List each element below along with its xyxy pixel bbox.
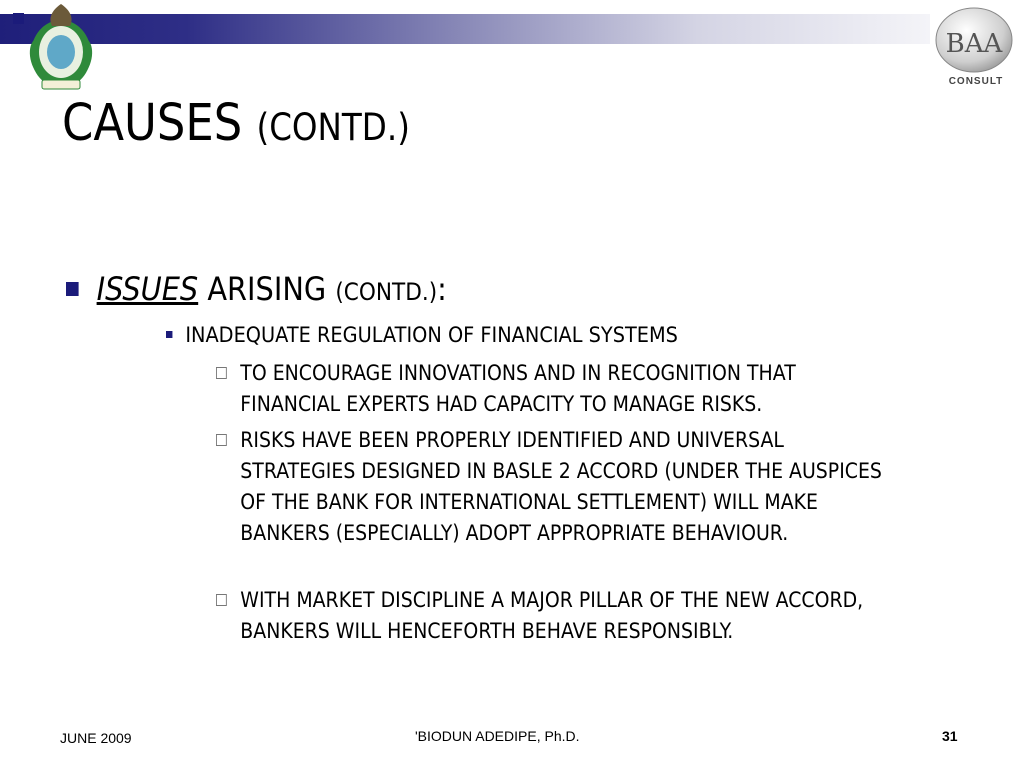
footer-date: JUNE 2009 bbox=[60, 730, 132, 746]
issues-emphasis: ISSUES bbox=[96, 270, 199, 308]
consult-text: CONSULT bbox=[948, 76, 1004, 87]
bullet-level1 bbox=[66, 272, 447, 307]
colon: : bbox=[437, 270, 447, 308]
bullet-level3 bbox=[216, 585, 900, 647]
footer-author: 'BIODUN ADEDIPE, Ph.D. bbox=[415, 728, 580, 744]
square-bullet-icon bbox=[66, 282, 79, 296]
baa-consult-logo bbox=[932, 6, 1016, 88]
level3-text: WITH MARKET DISCIPLINE A MAJOR PILLAR OF THE NEW ACCORD, BANKERS WILL HENCEFORTH BEHAVE RESPONSIBLY. bbox=[240, 588, 864, 643]
hollow-box-bullet-icon bbox=[216, 434, 227, 446]
arising-text: ARISING bbox=[207, 270, 327, 308]
bullet-level3 bbox=[216, 358, 900, 420]
level3-text: RISKS HAVE BEEN PROPERLY IDENTIFIED AND UNIVERSAL STRATEGIES DESIGNED IN BASLE 2 ACCORD (UNDER THE AUSPICES OF THE BANK FOR INTERNATIONAL SETTLEMENT) WILL MAKE BANKERS (ESPECIALLY) ADOPT APPROPRIATE BEHAVIOUR. bbox=[240, 428, 882, 545]
hollow-box-bullet-icon bbox=[216, 594, 227, 606]
baa-letters: BAA bbox=[945, 29, 1003, 59]
slide-number: 31 bbox=[942, 728, 958, 744]
slide-title bbox=[62, 94, 410, 153]
level3-text: TO ENCOURAGE INNOVATIONS AND IN RECOGNITION THAT FINANCIAL EXPERTS HAD CAPACITY TO MANAGE RISKS. bbox=[240, 361, 796, 416]
title-suffix: (CONTD.) bbox=[256, 106, 410, 149]
level2-text: INADEQUATE REGULATION OF FINANCIAL SYSTEMS bbox=[185, 323, 678, 347]
contd-small: (CONTD.) bbox=[335, 278, 438, 306]
title-main: CAUSES bbox=[62, 94, 243, 153]
small-square-bullet-icon bbox=[166, 331, 172, 338]
bullet-level3 bbox=[216, 425, 900, 549]
central-bank-seal-logo bbox=[22, 0, 100, 96]
header-gradient-bar bbox=[0, 14, 930, 44]
hollow-box-bullet-icon bbox=[216, 367, 227, 379]
bullet-level2 bbox=[166, 323, 678, 348]
